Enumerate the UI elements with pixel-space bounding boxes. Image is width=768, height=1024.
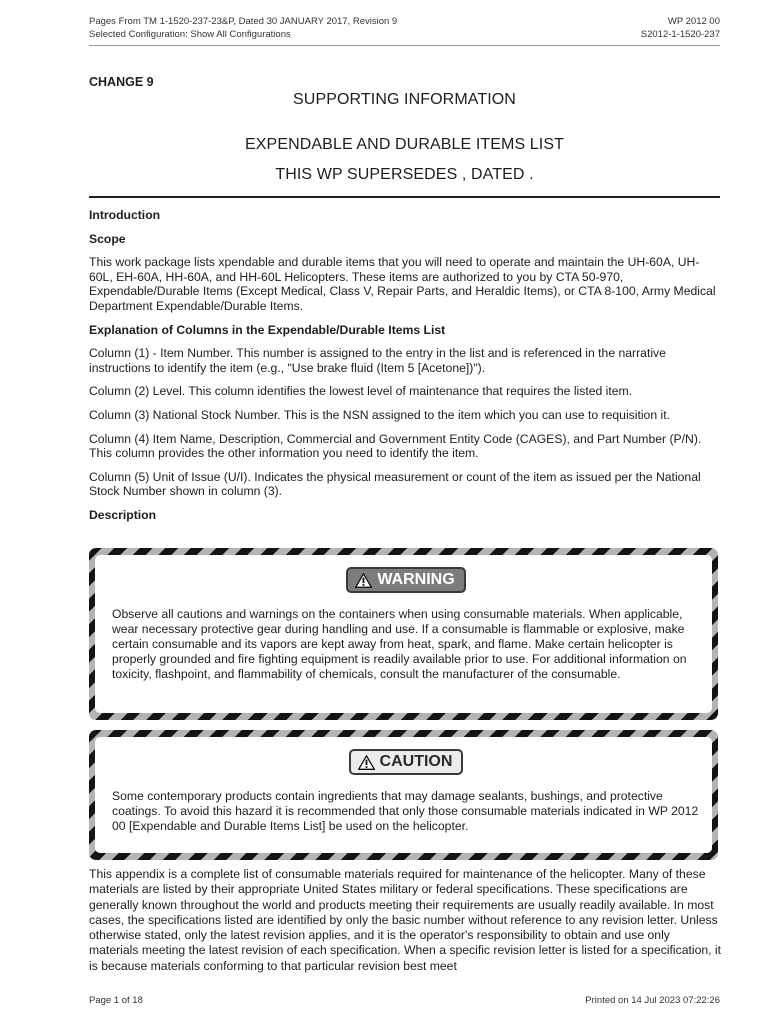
appendix-paragraph: This appendix is a complete list of consumable materials required for maintenance of the helicopter. Many of these materials are listed by their appropriate United States military or federal specifications. These specifications are generally known throughout the world and products meeting their requirements are usually readily available. In most cases, the specifications listed are identified by only the basic number without reference to any revision letter. Unless otherwise stated, only the latest revision applies, and it is the operator's responsibility to obtain and use only materials meeting the latest revision of each specification. When a specific revision letter is listed for a specification, it is because materials conforming to that particular revision best meet	[89, 867, 722, 973]
column5-paragraph: Column (5) Unit of Issue (U/I). Indicates the physical measurement or count of the item as issued per the National Stock Number shown in column (3).	[89, 469, 701, 499]
title-divider	[89, 196, 720, 198]
explanation-heading: Explanation of Columns in the Expendable/Durable Items List	[89, 322, 446, 337]
column2-paragraph: Column (2) Level. This column identifies the lowest level of maintenance that requires the listed item.	[89, 384, 633, 399]
printed-timestamp: Printed on 14 Jul 2023 07:22:26	[585, 995, 720, 1006]
column3-paragraph: Column (3) National Stock Number. This is the NSN assigned to the item which you can use to requisition it.	[89, 407, 670, 422]
header-configuration: Selected Configuration: Show All Configurations	[89, 28, 291, 40]
body-content	[89, 208, 721, 532]
page-subtitle: EXPENDABLE AND DURABLE ITEMS LIST	[245, 136, 564, 153]
page-header	[89, 16, 720, 41]
header-wp-number: WP 2012 00	[667, 16, 720, 27]
page-title: SUPPORTING INFORMATION	[293, 91, 516, 108]
caution-box	[89, 730, 718, 860]
column1-paragraph: Column (1) - Item Number. This number is assigned to the entry in the list and is referenced in the narrative instructions to identify the item (e.g., "Use brake fluid (Item 5 [Acetone])").	[89, 346, 666, 375]
warning-signal	[346, 567, 465, 593]
page-number: Page 1 of 18	[89, 995, 143, 1006]
description-heading: Description	[89, 507, 157, 522]
header-source: Pages From TM 1-1520-237-23&P, Dated 30 JANUARY 2017, Revision 9	[89, 16, 398, 27]
column4-paragraph: Column (4) Item Name, Description, Commercial and Government Entity Code (CAGES), and Part Number (P/N). This column provides the other information you need to identify the item.	[89, 431, 702, 461]
warning-label: WARNING	[377, 571, 455, 588]
warning-triangle-icon	[355, 573, 372, 588]
caution-triangle-icon	[358, 755, 375, 770]
header-document-code: S2012-1-1520-237	[640, 28, 720, 40]
scope-paragraph: This work package lists xpendable and durable items that you will need to operate and maintain the UH-60A, UH-60L, EH-60A, HH-60A, and HH-60L Helicopters. These items are authorized to you by CTA 50-970, Expendable/Durable Items (Except Medical, Class V, Repair Parts, and Heraldic Items), or CTA 8-100, Army Medical Department Expendable/Durable Items.	[89, 255, 716, 313]
caution-text: Some contemporary products contain ingredients that may damage sealants, bushings, and protective coatings. To avoid this hazard it is recommended that only those consumable materials indicated in WP 2012 00 [Expendable and Durable Items List] be used on the helicopter.	[112, 789, 699, 833]
header-divider	[89, 45, 720, 46]
appendix-section	[89, 867, 721, 974]
scope-heading: Scope	[89, 231, 126, 246]
warning-text: Observe all cautions and warnings on the containers when using consumable materials. When applicable, wear necessary protective gear during handling and use. If a consumable is flammable or explosive, make certain consumable and its vapors are kept away from heat, spark, and flame. Make certain helicopter is properly grounded and fire fighting equipment is readily available prior to use. For additional information on toxicity, flashpoint, and flammability of chemicals, consult the manufacturer of the consumable.	[112, 607, 687, 681]
page-footer	[89, 995, 720, 1006]
supersedes-line: THIS WP SUPERSEDES , DATED .	[275, 166, 534, 183]
warning-box	[89, 548, 718, 720]
caution-label: CAUTION	[379, 753, 453, 770]
change-label: CHANGE 9	[89, 75, 154, 89]
introduction-heading: Introduction	[89, 208, 161, 222]
caution-signal	[349, 749, 464, 775]
